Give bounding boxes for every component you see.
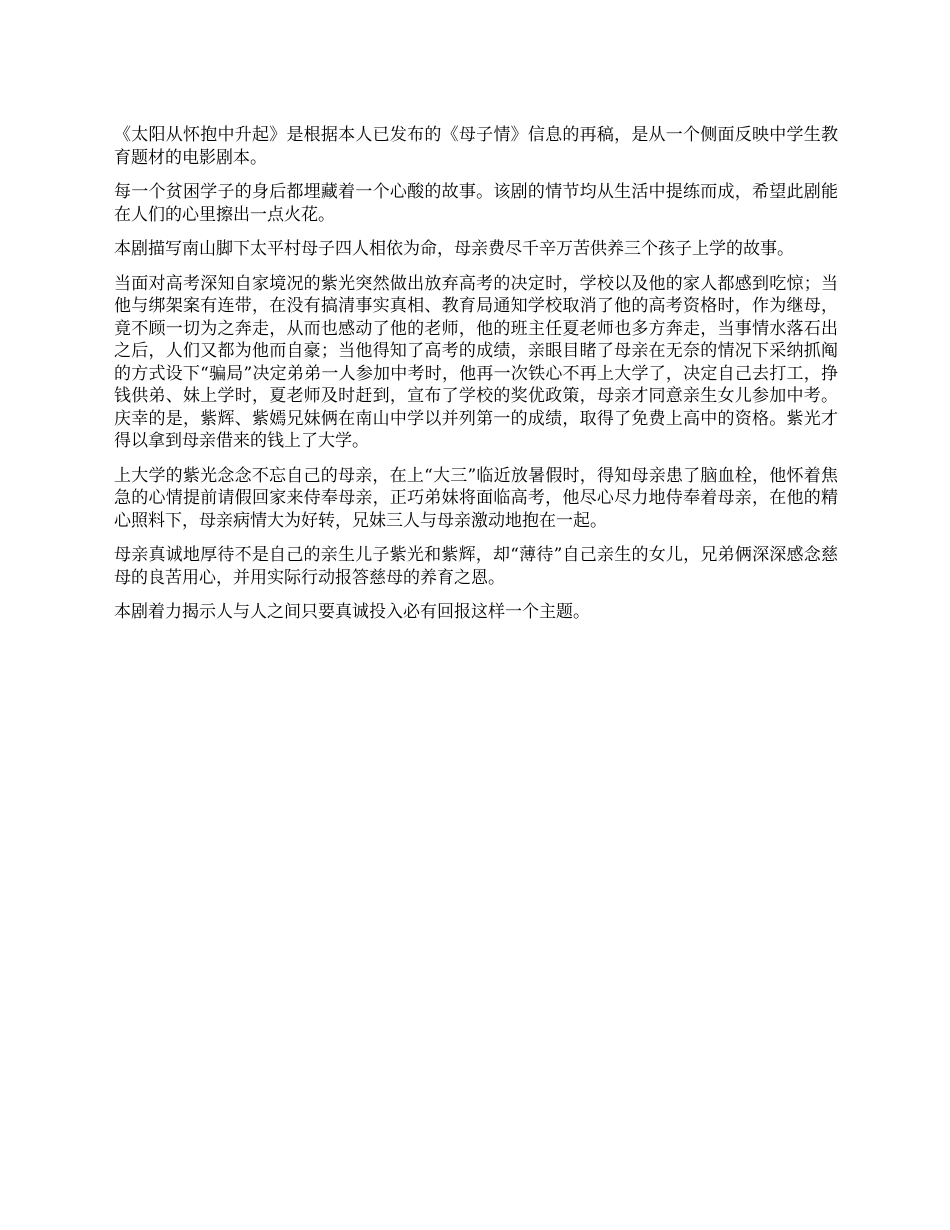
paragraph-mother: 母亲真诚地厚待不是自己的亲生儿子紫光和紫辉，却“薄待”自己亲生的女儿，兄弟俩深深感念慈母的良苦用心，并用实际行动报答慈母的养育之恩。 [114, 545, 838, 588]
paragraph-university: 上大学的紫光念念不忘自己的母亲，在上“大三”临近放暑假时，得知母亲患了脑血栓，他怀着焦急的心情提前请假回家来侍奉母亲，正巧弟妹将面临高考，他尽心尽力地侍奉着母亲，在他的精心照料下，母亲病情大为好转，兄妹三人与母亲激动地抱在一起。 [114, 465, 838, 531]
paragraph-intro: 《太阳从怀抱中升起》是根据本人已发布的《母子情》信息的再稿，是从一个侧面反映中学生教育题材的电影剧本。 [114, 125, 838, 168]
paragraph-premise: 本剧描写南山脚下太平村母子四人相依为命，母亲费尽千辛万苦供养三个孩子上学的故事。 [114, 239, 794, 259]
paragraph-theme: 本剧着力揭示人与人之间只要真诚投入必有回报这样一个主题。 [114, 602, 590, 622]
document-body [114, 124, 838, 636]
paragraph-purpose: 每一个贫困学子的身后都埋藏着一个心酸的故事。该剧的情节均从生活中提练而成，希望此剧能在人们的心里擦出一点火花。 [114, 182, 838, 225]
paragraph-plot: 当面对高考深知自家境况的紫光突然做出放弃高考的决定时，学校以及他的家人都感到吃惊；当他与绑架案有连带，在没有搞清事实真相、教育局通知学校取消了他的高考资格时，作为继母，竟不顾一切为之奔走，从而也感动了他的老师，他的班主任夏老师也多方奔走，当事情水落石出之后，人们又都为他而自豪；当他得知了高考的成绩，亲眼目睹了母亲在无奈的情况下采纳抓阄的方式设下“骗局”决定弟弟一人参加中考时，他再一次铁心不再上大学了，决定自己去打工，挣钱供弟、妹上学时，夏老师及时赶到，宣布了学校的奖优政策，母亲才同意亲生女儿参加中考。庆幸的是，紫辉、紫嫣兄妹俩在南山中学以并列第一的成绩，取得了免费上高中的资格。紫光才得以拿到母亲借来的钱上了大学。 [114, 273, 838, 451]
